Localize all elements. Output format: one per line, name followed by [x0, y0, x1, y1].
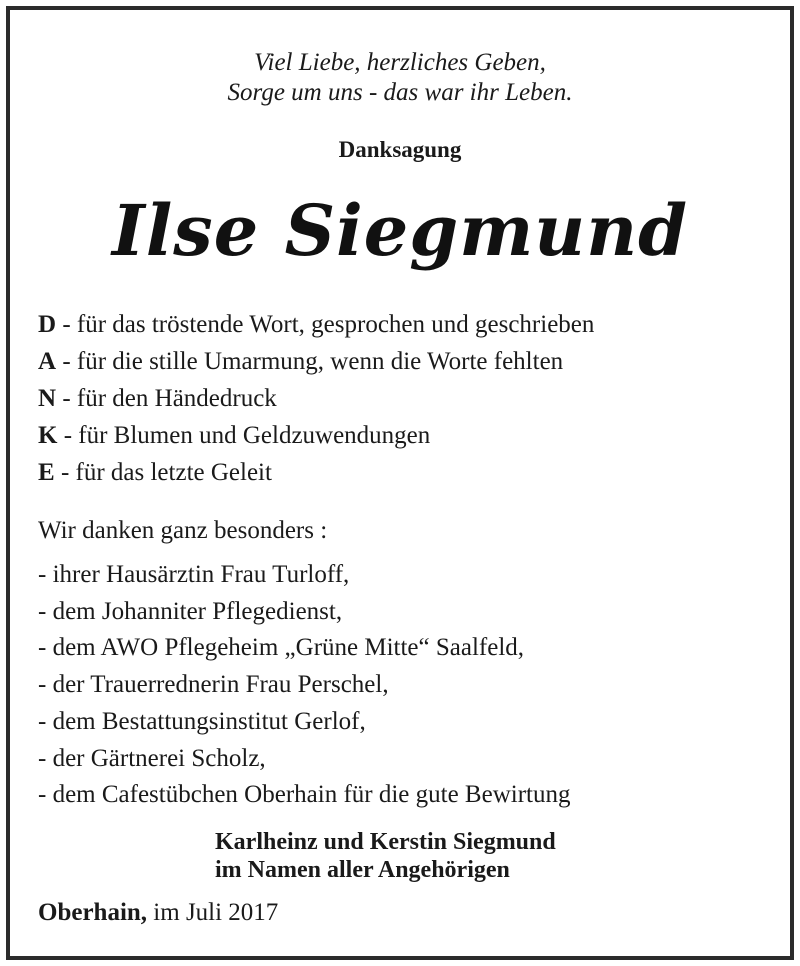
poem-line-2: Sorge um uns - das war ihr Leben.: [227, 79, 573, 106]
signature-names: Karlheinz und Kerstin Siegmund: [215, 829, 556, 855]
place-date-line: [38, 898, 278, 928]
dank-line-e: [38, 454, 594, 491]
signature-subline: im Namen aller Angehörigen: [215, 857, 510, 883]
acrostic-text: - für das tröstende Wort, gesprochen und geschrieben: [56, 311, 595, 338]
obituary-frame: [6, 6, 794, 960]
list-item: - dem Cafestübchen Oberhain für die gute Bewirtung: [38, 781, 571, 809]
acrostic-letter: D: [38, 311, 57, 338]
list-item: - dem AWO Pflegeheim „Grüne Mitte“ Saalfeld,: [38, 634, 525, 662]
acrostic-text: - für den Händedruck: [56, 385, 277, 412]
heading-danksagung: Danksagung: [338, 137, 462, 162]
place-town: Oberhain,: [38, 899, 148, 926]
dank-line-d: [38, 306, 594, 343]
acrostic-letter: K: [38, 422, 58, 449]
dank-line-k: [38, 417, 594, 454]
poem-line-1: Viel Liebe, herzliches Geben,: [254, 49, 546, 76]
memorial-poem: [10, 48, 790, 108]
list-item: - dem Johanniter Pflegedienst,: [38, 597, 343, 625]
acrostic-text: - für Blumen und Geldzuwendungen: [57, 422, 431, 449]
list-item: - der Gärtnerei Scholz,: [38, 744, 266, 772]
acrostic-text: - für das letzte Geleit: [54, 459, 272, 486]
dank-line-a: [38, 343, 594, 380]
acrostic-text: - für die stille Umarmung, wenn die Worte fehlten: [56, 348, 564, 375]
dank-line-n: [38, 380, 594, 417]
list-item: - dem Bestattungsinstitut Gerlof,: [38, 707, 366, 735]
acrostic-letter: N: [38, 385, 57, 412]
acrostic-letter: A: [38, 348, 57, 375]
signature-block: [215, 828, 556, 884]
list-item: - ihrer Hausärztin Frau Turloff,: [38, 561, 350, 588]
thanks-list: [38, 557, 570, 814]
acrostic-letter: E: [38, 459, 55, 486]
deceased-name: Ilse Siegmund: [111, 189, 689, 272]
thanks-intro: Wir danken ganz besonders :: [38, 517, 328, 544]
dank-acrostic: [38, 306, 594, 491]
list-item: - der Trauerrednerin Frau Perschel,: [38, 671, 389, 699]
place-date: im Juli 2017: [147, 899, 279, 926]
